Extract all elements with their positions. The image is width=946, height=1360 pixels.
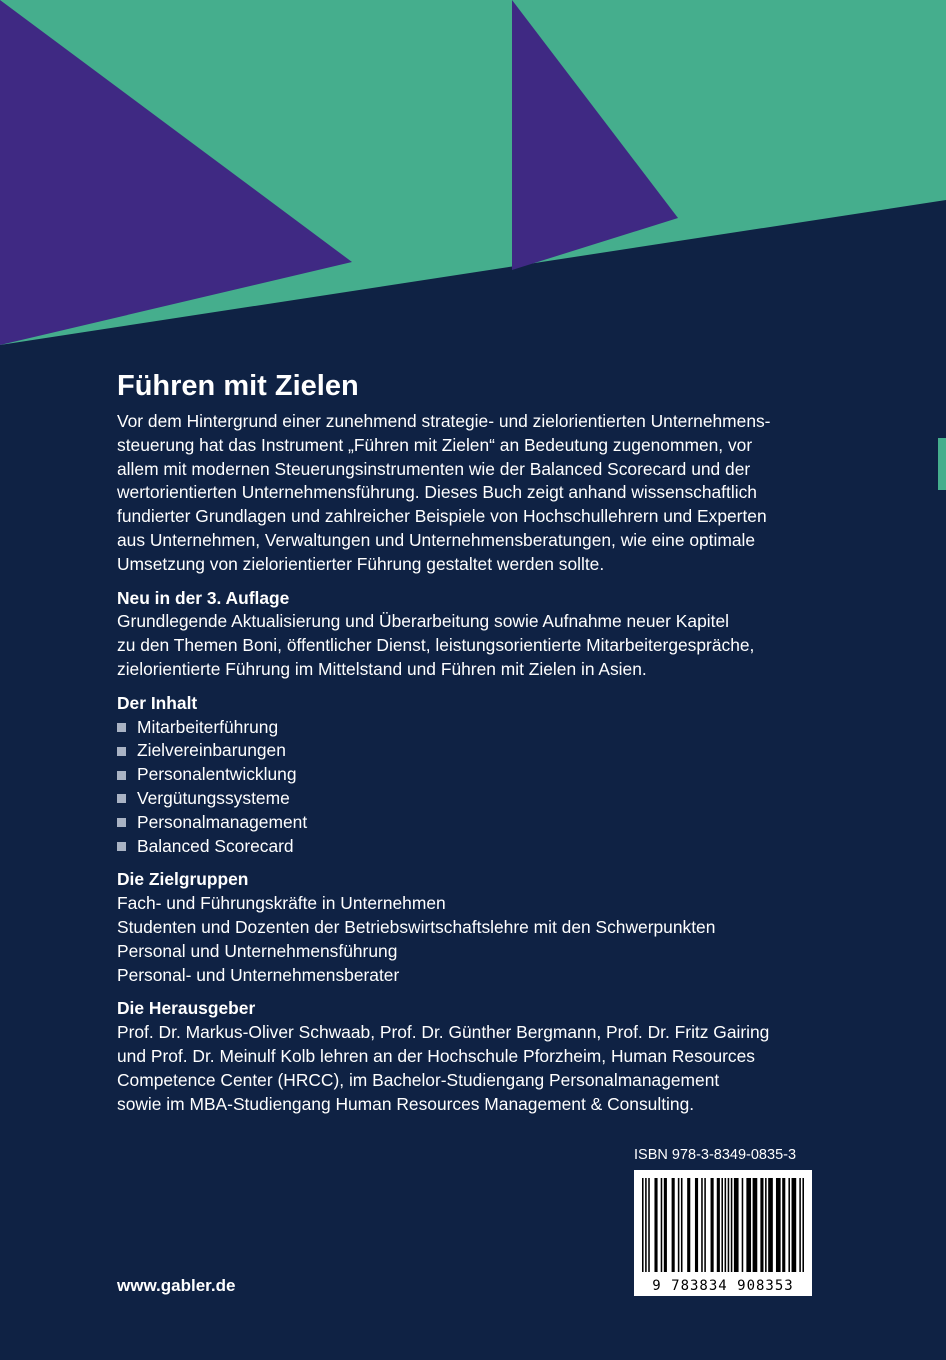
barcode-bar xyxy=(661,1178,663,1272)
list-item xyxy=(117,787,837,811)
barcode-bar xyxy=(664,1178,667,1272)
square-bullet-icon xyxy=(117,842,126,851)
barcode-bar xyxy=(717,1178,720,1272)
audience-line: Personal- und Unternehmensberater xyxy=(117,964,400,985)
barcode-digits: 9 783834 908353 xyxy=(652,1278,794,1294)
cover-graphic xyxy=(0,0,946,360)
list-item-label: Vergütungssysteme xyxy=(137,787,290,808)
list-item-label: Personalentwicklung xyxy=(137,764,297,785)
isbn-block xyxy=(634,1145,812,1296)
list-item-label: Personalmanagement xyxy=(137,811,308,832)
editors-text xyxy=(117,1021,837,1116)
audience-heading: Die Zielgruppen xyxy=(117,869,249,890)
intro-line: Umsetzung von zielorientierter Führung gestaltet werden sollte. xyxy=(117,553,605,574)
intro-line: aus Unternehmen, Verwaltungen und Unternehmensberatungen, wie eine optimale xyxy=(117,529,756,550)
editors-heading: Die Herausgeber xyxy=(117,998,256,1019)
barcode-bar xyxy=(782,1178,785,1272)
intro-line: steuerung hat das Instrument „Führen mit Zielen“ an Bedeutung zugenommen, vor xyxy=(117,434,753,455)
list-item-label: Balanced Scorecard xyxy=(137,835,294,856)
barcode-bar xyxy=(788,1178,790,1272)
list-item xyxy=(117,763,837,787)
editors-section xyxy=(117,997,837,1116)
barcode-bar xyxy=(681,1178,683,1272)
isbn-label: ISBN 978-3-8349-0835-3 xyxy=(634,1147,797,1163)
barcode-bar xyxy=(728,1178,730,1272)
audience-line: Fach- und Führungskräfte in Unternehmen xyxy=(117,893,446,914)
audience-section xyxy=(117,868,837,987)
barcode-bar xyxy=(678,1178,680,1272)
intro-line: fundierter Grundlagen und zahlreicher Beispiele von Hochschullehrern und Experten xyxy=(117,506,767,527)
barcode-bar xyxy=(734,1178,739,1272)
square-bullet-icon xyxy=(117,747,126,756)
barcode-bar xyxy=(701,1178,703,1272)
intro-line: Vor dem Hintergrund einer zunehmend strategie- und zielorientierten Unternehmens- xyxy=(117,411,771,431)
new-edition-line: Grundlegende Aktualisierung und Überarbeitung sowie Aufnahme neuer Kapitel xyxy=(117,611,729,632)
barcode-bar xyxy=(746,1178,751,1272)
barcode-bar xyxy=(687,1178,690,1272)
barcode-bar xyxy=(776,1178,781,1272)
editors-line: sowie im MBA-Studiengang Human Resources Management & Consulting. xyxy=(117,1093,695,1114)
barcode-bar xyxy=(731,1178,733,1272)
intro-line: allem mit modernen Steuerungsinstrumenten wie der Balanced Scorecard und der xyxy=(117,458,751,479)
contents-section xyxy=(117,692,837,859)
list-item-label: Zielvereinbarungen xyxy=(137,740,286,761)
barcode-bar xyxy=(704,1178,706,1272)
square-bullet-icon xyxy=(117,794,126,803)
list-item xyxy=(117,811,837,835)
publisher-url: www.gabler.de xyxy=(117,1276,236,1295)
audience-line: Personal und Unternehmensführung xyxy=(117,940,398,961)
square-bullet-icon xyxy=(117,723,126,732)
intro-line: wertorientierten Unternehmensführung. Dieses Buch zeigt anhand wissenschaftlich xyxy=(117,482,757,503)
barcode-bar xyxy=(721,1178,723,1272)
contents-heading: Der Inhalt xyxy=(117,692,198,713)
back-cover-text xyxy=(117,368,837,1116)
barcode-bar xyxy=(648,1178,650,1272)
editors-line: Prof. Dr. Markus-Oliver Schwaab, Prof. Dr. Günther Bergmann, Prof. Dr. Fritz Gairing xyxy=(117,1022,770,1043)
barcode-bar xyxy=(799,1178,801,1272)
book-title: Führen mit Zielen xyxy=(117,370,359,402)
barcode-bar xyxy=(768,1178,773,1272)
new-edition-line: zu den Themen Boni, öffentlicher Dienst, leistungsorientierte Mitarbeitergespräche, xyxy=(117,635,755,656)
barcode-bar xyxy=(695,1178,698,1272)
new-edition-heading: Neu in der 3. Auflage xyxy=(117,587,290,608)
barcode-bar xyxy=(802,1178,804,1272)
barcode-bar xyxy=(711,1178,714,1272)
barcode-bar xyxy=(753,1178,758,1272)
square-bullet-icon xyxy=(117,771,126,780)
editors-line: Competence Center (HRCC), im Bachelor-Studiengang Personalmanagement xyxy=(117,1069,720,1090)
audience-text xyxy=(117,892,837,987)
barcode-bar xyxy=(765,1178,767,1272)
barcode-bar xyxy=(654,1178,657,1272)
barcode-bars-icon xyxy=(642,1178,804,1272)
list-item xyxy=(117,739,837,763)
barcode-bar xyxy=(725,1178,727,1272)
barcode-bar xyxy=(645,1178,647,1272)
barcode-bar xyxy=(760,1178,763,1272)
list-item xyxy=(117,835,837,859)
intro-paragraph xyxy=(117,410,837,577)
barcode-bar xyxy=(792,1178,797,1272)
barcode-bar xyxy=(672,1178,675,1272)
square-bullet-icon xyxy=(117,818,126,827)
list-item xyxy=(117,716,837,740)
audience-line: Studenten und Dozenten der Betriebswirtschaftslehre mit den Schwerpunkten xyxy=(117,916,716,937)
edge-color-tab xyxy=(938,438,946,490)
list-item-label: Mitarbeiterführung xyxy=(137,716,279,737)
new-edition-section xyxy=(117,587,837,682)
barcode-bar xyxy=(742,1178,744,1272)
barcode xyxy=(634,1170,812,1296)
new-edition-line: zielorientierte Führung im Mittelstand und Führen mit Zielen in Asien. xyxy=(117,658,647,679)
contents-list xyxy=(117,716,837,859)
new-edition-text xyxy=(117,610,837,681)
barcode-bar xyxy=(642,1178,644,1272)
editors-line: und Prof. Dr. Meinulf Kolb lehren an der Hochschule Pforzheim, Human Resources xyxy=(117,1045,755,1066)
